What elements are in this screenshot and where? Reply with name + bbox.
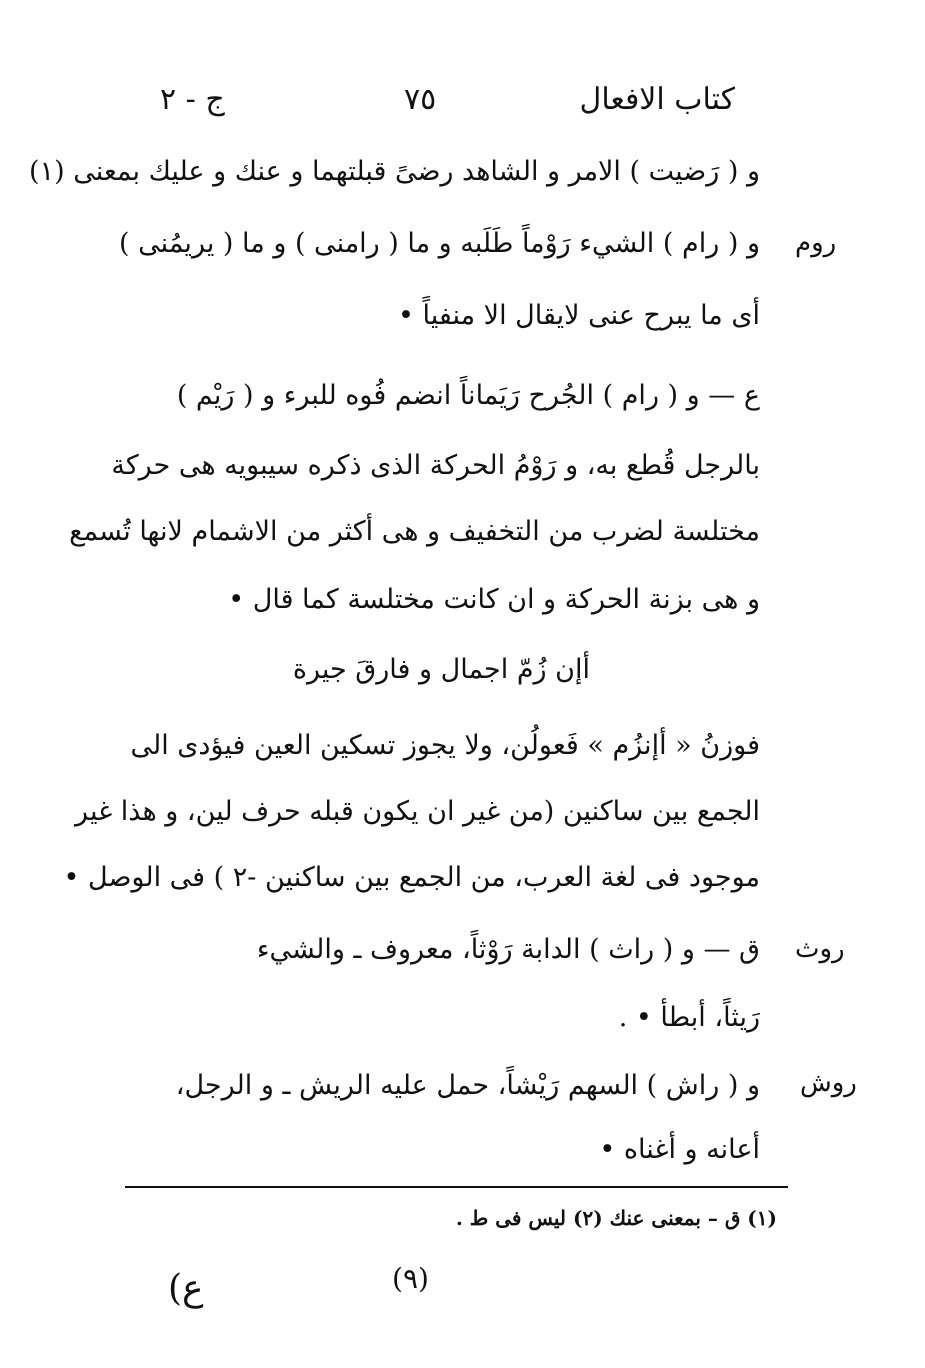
body-line: بالرجل قُطع به، و رَوْمُ الحركة الذى ذكره سيبويه هى حركة: [111, 450, 760, 481]
verse-line: أإن زُمّ اجمال و فارقَ جيرة: [292, 654, 590, 685]
body-line: ق — و ( راث ) الدابة رَوْثاً، معروف ـ والشيء: [256, 934, 760, 965]
body-line: و ( رام ) الشيء رَوْماً طَلَبه و ما ( رامنى ) و ما ( يريمُنى ): [119, 228, 760, 259]
margin-note-rwm: روم: [795, 228, 837, 258]
body-line: الجمع بين ساكنين (من غير ان يكون قبله حرف لين، و هذا غير: [75, 796, 760, 827]
body-line: فوزنُ « أإنزُم » فَعولُن، ولا يجوز تسكين العين فيؤدى الى: [130, 730, 760, 761]
body-line: ع — و ( رام ) الجُرح رَيَماناً انضم فُوه للبرء و ( رَيْم ): [176, 380, 760, 411]
body-line: أعانه و أغناه •: [599, 1134, 760, 1165]
body-line: و هى بزنة الحركة و ان كانت مختلسة كما قال •: [228, 584, 760, 615]
body-line: و ( راش ) السهم رَيْشاً، حمل عليه الريش ـ و الرجل،: [175, 1070, 760, 1101]
body-line: رَيثاً، أبطأ • .: [618, 1002, 760, 1033]
page-number: ٧٥: [404, 82, 437, 117]
body-line: موجود فى لغة العرب، من الجمع بين ساكنين -٢ ) فى الوصل •: [63, 862, 760, 893]
margin-note-rwth: روث: [795, 934, 845, 964]
body-line: و ( رَضيت ) الامر و الشاهد رضىً قبلتهما و عنك و عليك بمعنى (١): [29, 156, 760, 187]
volume-label: ج - ٢: [160, 82, 225, 117]
footnote-rule: [125, 1186, 788, 1188]
book-title: كتاب الافعال: [579, 82, 735, 117]
body-line: أى ما يبرح عنى لايقال الا منفياً •: [397, 300, 760, 331]
margin-note-rwsh: روش: [800, 1068, 857, 1098]
footnote: (١) ق – بمعنى عنك (٢) ليس فى ط .: [455, 1206, 777, 1230]
signature-mark: (٩): [392, 1262, 429, 1295]
catchword-mark: ع): [168, 1268, 204, 1309]
body-line: مختلسة لضرب من التخفيف و هى أكثر من الاشمام لانها تُسمع: [69, 516, 760, 547]
